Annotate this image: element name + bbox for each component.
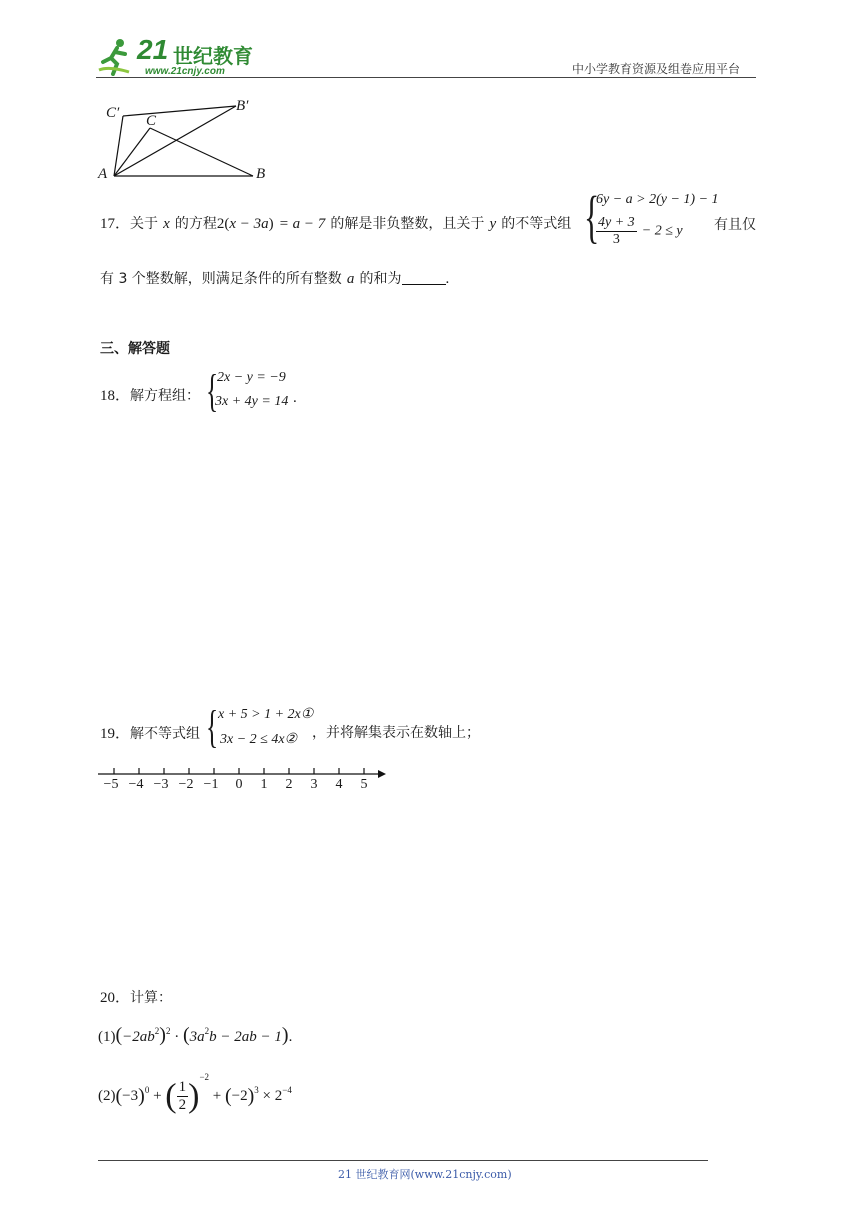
label-c-prime: C′ [106, 105, 120, 121]
number-line [98, 764, 390, 798]
axis-tick-label: 0 [235, 777, 243, 792]
header-right-text: 中小学教育资源及组卷应用平台 [572, 62, 741, 76]
inequality-2: 3x − 2 ≤ 4x② [220, 732, 298, 747]
answer-blank [402, 272, 446, 285]
question-number: 18． [100, 388, 131, 404]
axis-tick-label: −1 [203, 777, 219, 792]
equation-2: 3x + 4y = 14 [215, 394, 289, 409]
label-a: A [98, 166, 108, 182]
question-number: 17． [100, 216, 131, 232]
fraction-numerator: 4y + 3 [598, 215, 635, 230]
system-brace: { [206, 365, 219, 416]
triangle-drawing [98, 96, 278, 186]
header-rule [96, 77, 756, 78]
part-2-expression: $(2)(-3)^0$ + ( $\frac{1}{2}$ )$^{-2} + (-2)^3 \times 2^{-4}$ [98, 1072, 292, 1115]
axis-tick-label: −2 [178, 777, 194, 792]
logo-url: www.21cnjy.com [145, 66, 225, 77]
runner-icon [95, 36, 135, 76]
logo-number: 21 [137, 34, 169, 65]
axis-tick-label: −3 [153, 777, 169, 792]
section-title: 三、解答题 [100, 341, 170, 357]
axis-tick-label: 4 [335, 777, 343, 792]
axis-tick-label: 1 [260, 777, 268, 792]
fraction-denominator: 2 [178, 1097, 187, 1114]
question-number: 19． [100, 726, 131, 742]
footer-rule [98, 1160, 708, 1161]
label-b: B [256, 166, 266, 182]
axis-tick-label: 2 [285, 777, 293, 792]
logo-text: 世纪教育 [173, 44, 253, 68]
fraction-numerator: 1 [178, 1079, 187, 1096]
axis-tick-label: −4 [128, 777, 144, 792]
system-brace: { [584, 184, 600, 249]
inequality-1: 6y − a > 2(y − 1) − 1 [596, 192, 719, 207]
axis-tick-label: 5 [360, 777, 368, 792]
inequality-2: $\frac{4y + 3}{3}$ − 2 ≤ y [598, 215, 683, 247]
part-1-expression: $(1)(-2ab^2)^2 \cdot (3a^2b - 2ab - 1)$. [98, 1024, 293, 1046]
inequality-1: x + 5 > 1 + 2x① [218, 707, 314, 722]
logo [95, 32, 265, 80]
triangle-figure [98, 96, 278, 186]
fraction-denominator: 3 [612, 232, 620, 247]
question-number: 20． [100, 990, 131, 1006]
system-brace: { [206, 701, 219, 752]
label-b-prime: B′ [236, 98, 249, 114]
label-c: C [146, 113, 157, 129]
axis-tick-label: 3 [310, 777, 318, 792]
footer-text: 21 世纪教育网(www.21cnjy.com) [338, 1168, 512, 1181]
equation-1: 2x − y = −9 [217, 370, 286, 385]
axis-tick-label: −5 [103, 777, 119, 792]
